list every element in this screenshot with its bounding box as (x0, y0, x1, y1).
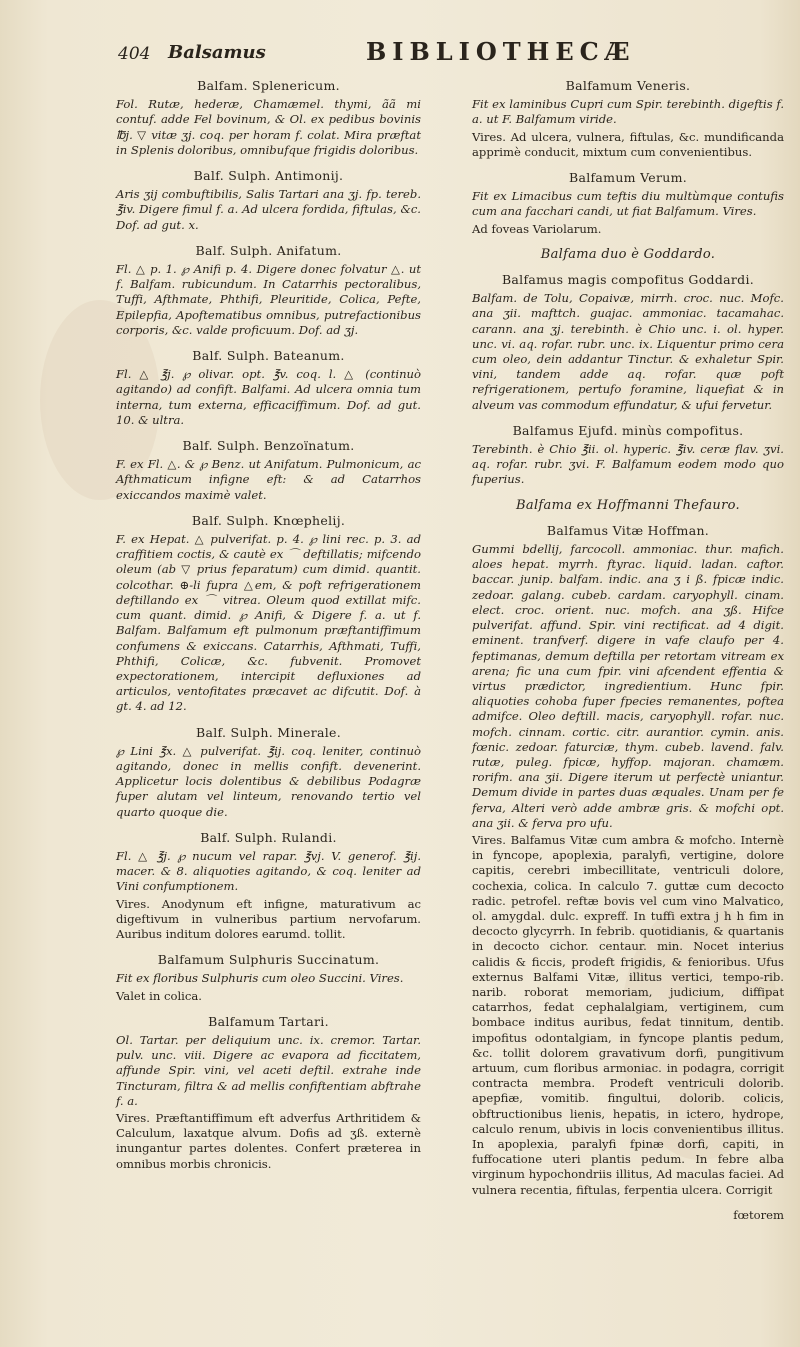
recipe-prescription: Balfam. de Tolu, Copaivæ, mirrh. croc. nuc. Mofc. ana ʒii. mafttch. guajac. ammoniac. tacamahac. carann. ana ʒj. terebinth. è Chio unc. i. ol. hyper. unc. vi. aq. rofar. rubr. unc. ix. Liquentur primo cera cum oleo, dein addantur Tinctur. & exhaletur Spir. vini, tandem adde aq. rofar. quæ poft refrigerationem, pertufo foramine, liquefiat & in alveum vas commodum effundatur, & ufui fervetur. (472, 291, 784, 412)
recipe-virtues: Valet in colica. (116, 988, 202, 1003)
recipe-entry (472, 170, 784, 237)
recipe-prescription: Fit ex Limacibus cum teftis diu multùmque contufis cum ana facchari candi, ut fiat Balfamum. Vires. (472, 189, 784, 219)
recipe-entry (116, 243, 421, 338)
recipe-prescription: Fit ex laminibus Cupri cum Spir. terebinth. digeftis f. a. ut F. Balfamum viride. (472, 97, 784, 127)
left-column (116, 78, 421, 1182)
recipe-entry (116, 725, 421, 820)
recipe-entry (472, 272, 784, 413)
recipe-prescription: Ol. Tartar. per deliquium unc. ix. cremor. Tartar. pulv. unc. viii. Digere ac evapora ad ficcitatem, affunde Spir. vini, vel aceti deftil. extrahe inde Tincturam, filtra & ad mellis confiftentiam abftrahe f. a. (116, 1032, 421, 1108)
catchword: fœtorem (733, 1207, 784, 1222)
recipe-heading: Balfamus Ejufd. minùs compofitus. (512, 422, 744, 438)
recipe-entry (116, 1014, 421, 1172)
right-column (472, 78, 784, 1223)
recipe-heading: Balfamus Vitæ Hoffman. (546, 522, 710, 538)
recipe-heading: Balf. Sulph. Minerale. (195, 724, 341, 740)
recipe-prescription: Terebinth. è Chio ℥ii. ol. hyperic. ℥iv. ceræ flav. ʒvi. aq. rofar. rubr. ʒvi. F. Balfamum eodem modo quo fuperius. (472, 442, 784, 487)
recipe-heading: Balf. Sulph. Anifatum. (195, 242, 342, 258)
recipe-entry (472, 523, 784, 1198)
recipe-virtues: Vires. Balfamus Vitæ cum ambra & mofcho. Internè in fyncope, apoplexia, paralyfi, vertigine, dolore capitis, cerebri imbecillitate, ventriculi dolore, cochexia, colica. In calculo 7. guttæ cum decocto radic. petrofel. reftæ bovis vel cum vino Malvatico, ol. amygdal. dulc. expreff. In tuffi extra j h h fim in decocto glycyrrh. In febrib. quotidianis, & quartanis in decocto cichor. centaur. min. Nocet interius calidis & ficcis, prodeft frigidis, & fenioribus. Ufus externus Balfami Vitæ, illitus vertici, tempo-rib. narib. roborat memoriam, judicium, diffipat catarrhos, fedat cephalalgiam, vertiginem, cum bombace inditus auribus, fedat tinnitum, dentib. impofitus odontalgiam, in fyncope plantis pedum, &c. tollit dolorem gravativum dorfi, pungitivum artuum, cum floribus armoniac. in podagra, corrigit contracta membra. Prodeft ventriculi dolorib. apepfiæ, vomitib. fingultui, dolorib. colicis, obftructionibus lienis, hepatis, in ictero, hydrope, calculo renum, ubivis in locis convenientibus illitus. In apoplexia, paralyfi fpinæ dorfi, capiti, in fuffocatione uteri plantis pedum. In febre alba virginum hypochondriis illitus, Ad maculas faciei. Ad vulnera recentia, fiftulas, ferpentia ulcera. Corrigit (472, 832, 784, 1197)
recipe-virtues: Vires. Ad ulcera, vulnera, fiftulas, &c. mundificanda apprimè conducit, mixtum cum convenientibus. (472, 129, 784, 159)
recipe-entry (116, 348, 421, 428)
recipe-prescription: Fl. △ p. 1. ℘ Anifi p. 4. Digere donec folvatur △. ut f. Balfam. rubicundum. In Catarrhis pectoralibus, Tuffi, Afthmate, Phthifi, Pleuritide, Colica, Pefte, Epilepfia, Apoftematibus omnibus, putrefactionibus corporis, &c. valde proficuum. Dof. ad ʒj. (116, 262, 421, 337)
recipe-prescription: F. ex Hepat. △ pulverifat. p. 4. ℘ lini rec. p. 3. ad craffitiem coctis, & cautè ex ⌒ deftillatis; mifcendo oleum (ab ▽ prius feparatum) cum dimid. quantit. colcothar. ⊕-li fupra △em, & poft refrigerationem deftillando ex ⌒ vitrea. Oleum quod extillat mifc. cum quant. dimid. ℘ Anifi, & Digere f. a. ut f. Balfam. Balfamum eft pulmonum præftantiffimum confumens & exiccans. Catarrhis, Afthmati, Tuffi, Phthifi, Colicæ, &c. fubvenit. Promovet expectorationem, intercipit defluxiones ad articulos, ventofitates præcavet ac difcutit. Dof. à gt. 4. ad 12. (116, 532, 421, 714)
recipe-entry (116, 952, 421, 1004)
recipe-heading: Balf. Sulph. Rulandi. (200, 829, 337, 845)
recipe-heading: Balfamum Verum. (568, 170, 688, 186)
recipe-entry (472, 423, 784, 488)
recipe-prescription: ℘ Lini ℥x. △ pulverifat. ℥ij. coq. leniter, continuò agitando, donec in mellis confift. devenerint. Applicetur locis dolentibus & debilibus Podagræ fuper alutam vel linteum, renovando tertio vel quarto quoque die. (116, 743, 421, 819)
recipe-prescription: Fit ex floribus Sulphuris cum oleo Succini. Vires. (116, 971, 404, 986)
running-headword: Balsamus (168, 42, 266, 63)
recipe-heading: Balf. Sulph. Bateanum. (192, 348, 345, 364)
recipe-heading: Balf. Sulph. Benzoïnatum. (182, 438, 355, 454)
recipe-heading: Balfamum Sulphuris Succinatum. (157, 952, 380, 968)
recipe-heading: Balfama ex Hoffmanni Thefauro. (516, 497, 740, 513)
recipe-prescription: Fol. Rutæ, hederæ, Chamæmel. thymi, ãã mi contuf. adde Fel bovinum, & Ol. ex pedibus bovinis ℔j. ▽ vitæ ʒj. coq. per horam f. colat. Mira præftat in Splenis doloribus, omnibufque frigidis doloribus. (116, 97, 421, 157)
recipe-prescription: F. ex Fl. △. & ℘ Benz. ut Anifatum. Pulmonicum, ac Afthmaticum infigne eft: & ad Catarrhos exiccandos maximè valet. (116, 457, 421, 502)
running-head (118, 37, 760, 74)
recipe-virtues: Vires. Præftantiffimum eft adverfus Arthritidem & Calculum, laxatque alvum. Dofis ad ʒß. externè inungantur partes dolentes. Confert præterea in omnibus morbis chronicis. (116, 1110, 421, 1171)
recipe-prescription: Fl. △ ℥j. ℘ olivar. opt. ℥v. coq. l. △ (continuò agitando) ad confift. Balfami. Ad ulcera omnia tum interna, tum externa, efficaciffimum. Dof. ad gut. 10. & ultra. (116, 367, 421, 427)
recipe-virtues: Ad foveas Variolarum. (472, 221, 602, 236)
recipe-entry (116, 830, 421, 942)
recipe-heading: Balfamus magis compofitus Goddardi. (501, 272, 755, 288)
running-title: BIBLIOTHECÆ (366, 37, 636, 66)
recipe-entry (116, 78, 421, 158)
recipe-entry (116, 438, 421, 503)
recipe-heading: Balfam. Splenericum. (197, 78, 340, 93)
recipe-entry (472, 78, 784, 160)
recipe-virtues: Vires. Anodynum eft infigne, maturativum ac digeftivum in vulneribus partium nervofarum. Auribus inditum dolores earumd. tollit. (116, 896, 421, 941)
page-number: 404 (118, 44, 151, 64)
recipe-entry (472, 498, 784, 513)
recipe-prescription: Fl. △ ℥j. ℘ nucum vel rapar. ℥vj. V. generof. ℥ij. macer. & 8. aliquoties agitando, & coq. leniter ad Vini confumptionem. (116, 848, 421, 894)
recipe-entry (116, 513, 421, 715)
recipe-prescription: Gummi bdellij, farcocoll. ammoniac. thur. mafich. aloes hepat. myrrh. ftyrac. liquid. ladan. caftor. baccar. junip. balfam. indic. ana ʒ i ß. fpicæ indic. zedoar. galang. cubeb. cardam. caryophyll. cinam. elect. croc. orient. nuc. mofch. ana ʒß. Hifce pulverifat. affund. Spir. vini rectificat. ad 4 digit. eminent. tranfverf. digere in vafe claufo per 4. feptimanas, demum deftilla per retortam vitream ex arena; fic una cum fpir. vini afcendent effentia & virtus prædictor, ingredientium. Hunc fpir. aliquoties cohoba fuper fpecies remanentes, poftea admifce. Oleo deftill. macis, caryophyll. rofar. nuc. mofch. cinnam. cortic. citr. aurantior. cymin. anis. fœnic. zedoar. faturciæ, thym. cubeb. lavend. falv. rutæ, puleg. fpicæ, hyffop. majoran. chamæm. rorifm. ana ʒii. Digere iterum ut perfectè uniantur. Demum divide in partes duas æquales. Unam per fe ferva, Alteri verò adde ambræ gris. & mofchi opt. ana ʒii. & ferva pro ufu. (472, 542, 784, 830)
recipe-prescription: Aris ʒij combuftibilis, Salis Tartari ana ʒj. fp. tereb. ℥iv. Digere fimul f. a. Ad ulcera fordida, fiftulas, &c. Dof. ad gut. x. (116, 187, 421, 232)
recipe-heading: Balfamum Tartari. (208, 1013, 329, 1029)
recipe-heading: Balfamum Veneris. (565, 78, 691, 93)
recipe-heading: Balf. Sulph. Antimonij. (193, 168, 344, 184)
recipe-entry (472, 247, 784, 262)
recipe-heading: Balf. Sulph. Knœphelij. (191, 512, 346, 528)
recipe-entry (116, 168, 421, 233)
recipe-heading: Balfama duo è Goddardo. (540, 246, 716, 262)
